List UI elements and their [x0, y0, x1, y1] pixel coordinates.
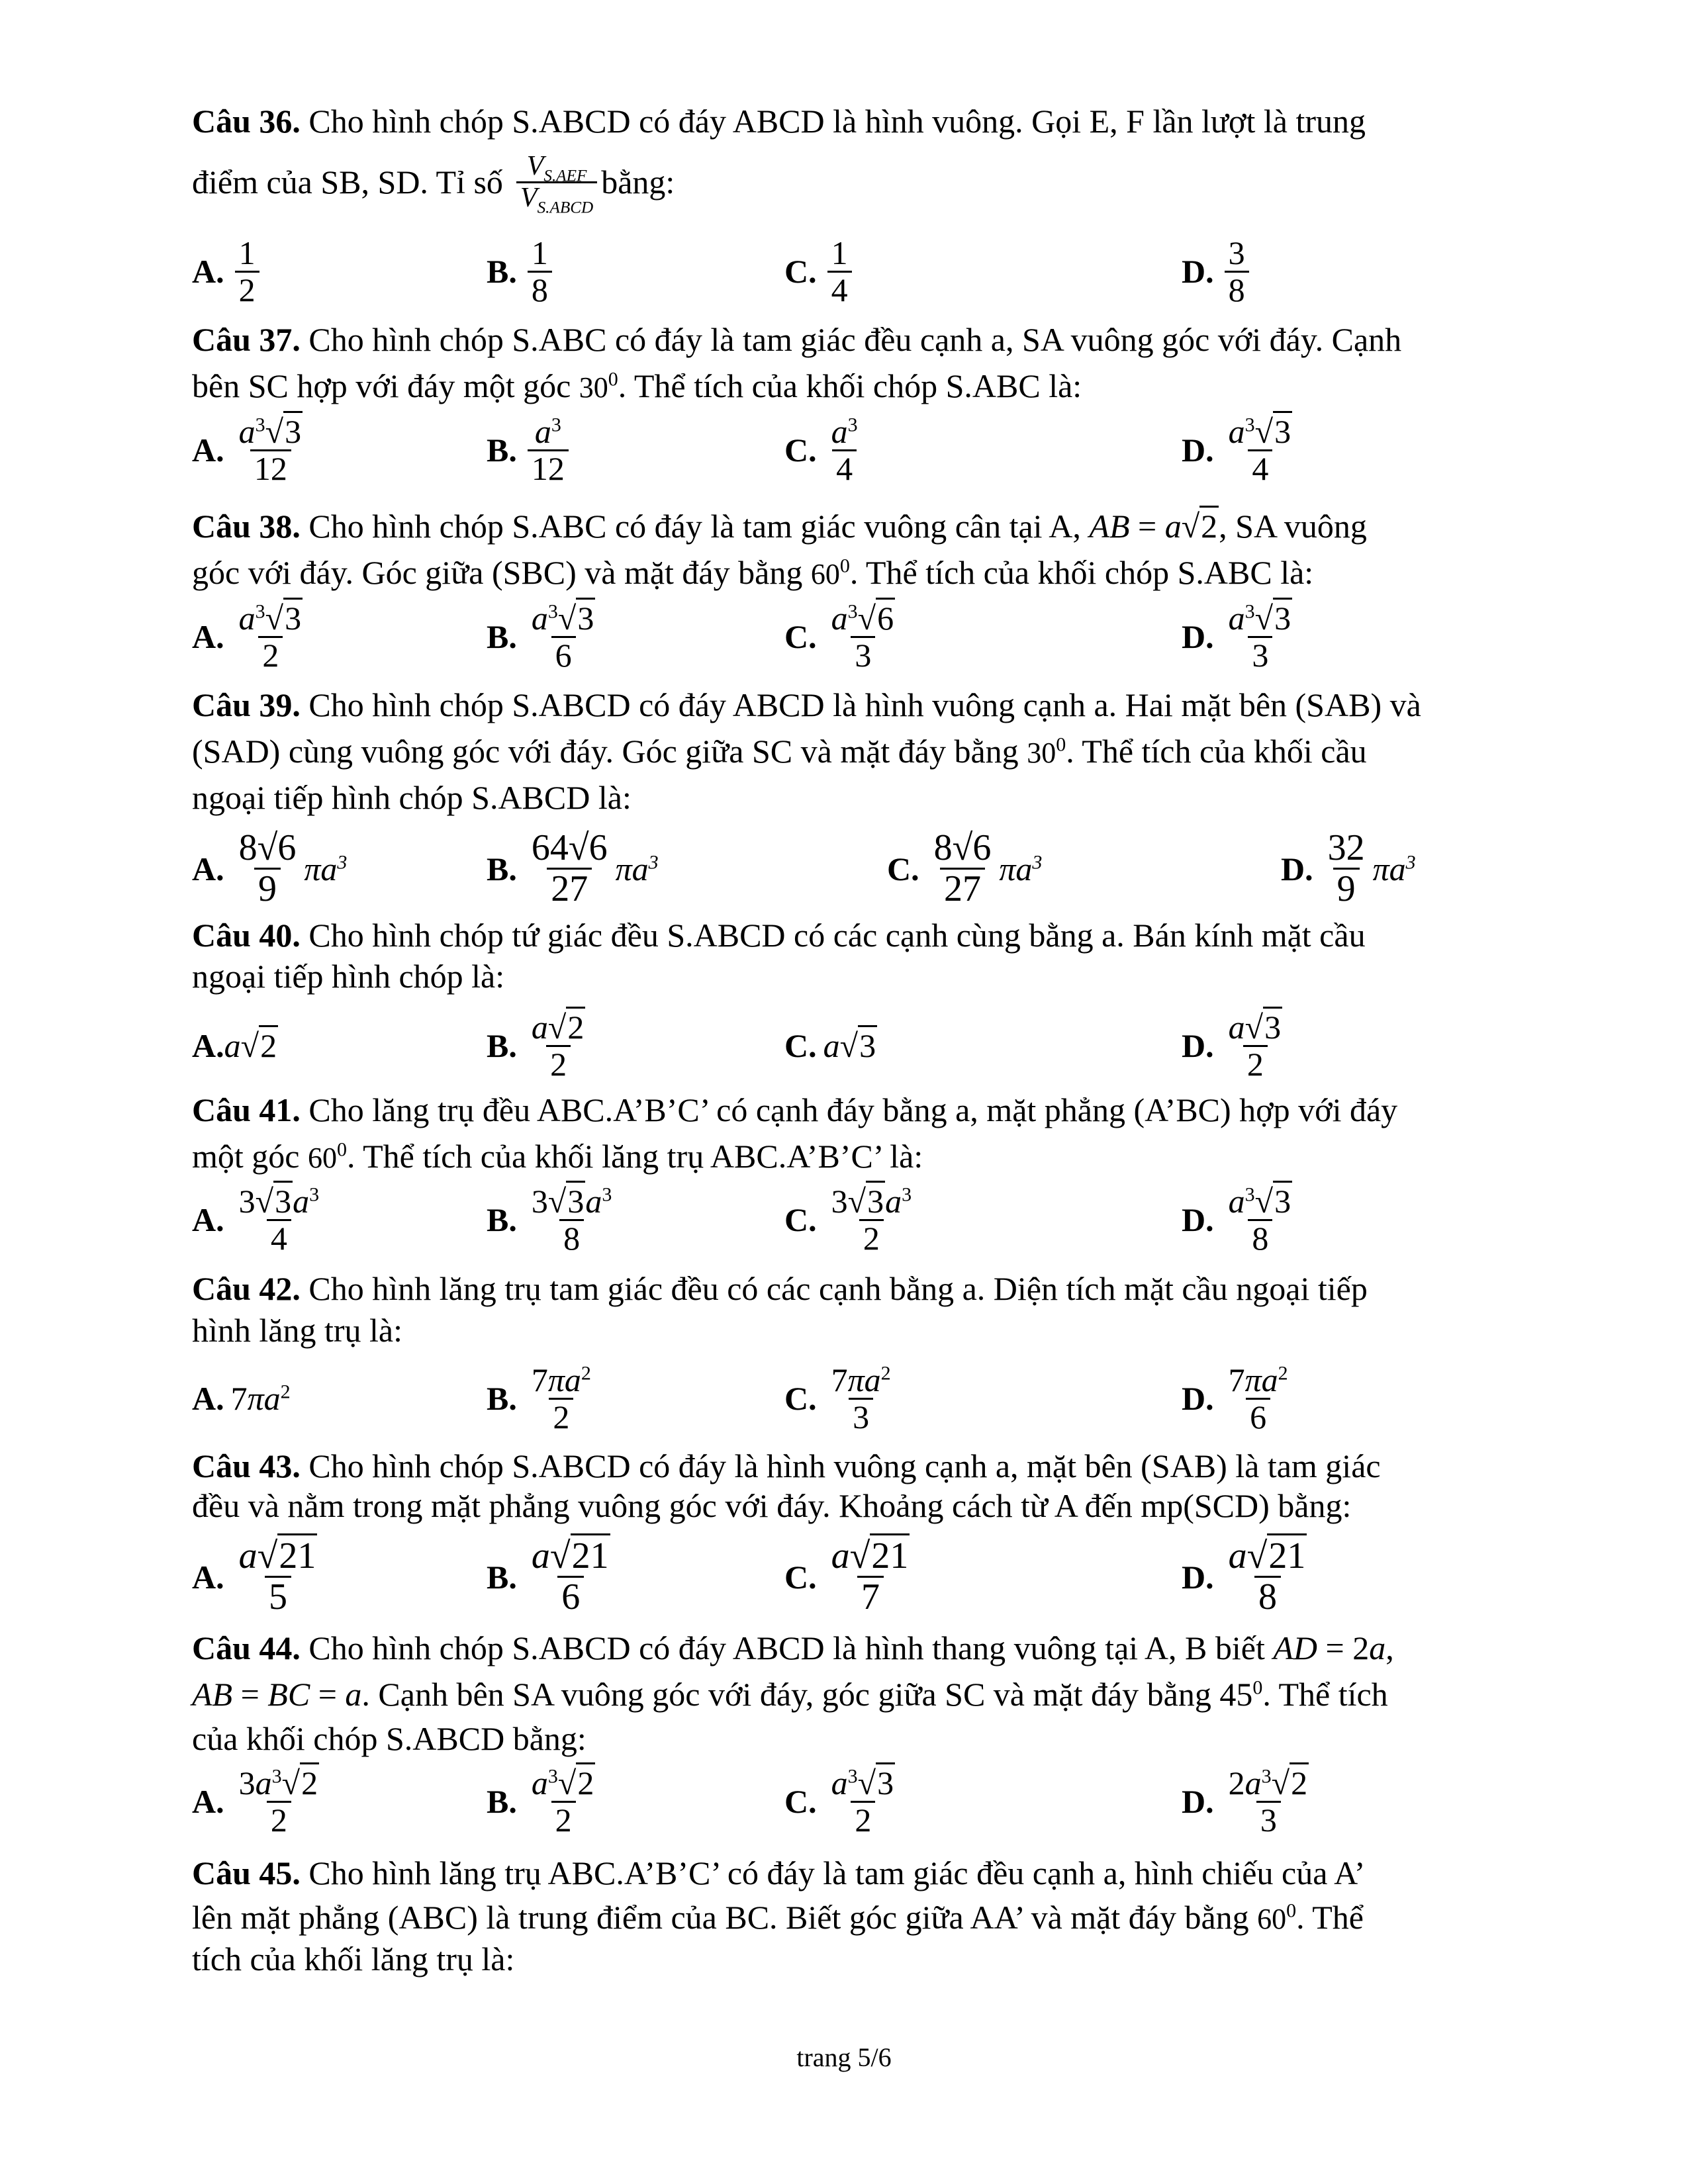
- option-d[interactable]: [1182, 234, 1253, 308]
- question-number: Câu 41.: [192, 1091, 301, 1128]
- option-denominator: 4: [827, 271, 852, 308]
- option-label: A.: [192, 618, 224, 655]
- option-denominator: 7: [857, 1576, 884, 1617]
- option-label: D.: [1182, 1380, 1214, 1417]
- option-label: D.: [1182, 618, 1214, 655]
- option-label: C.: [784, 1027, 817, 1064]
- question-41-line2: [192, 1133, 1489, 1181]
- angle-value: 30: [1027, 737, 1056, 769]
- question-41-options: [192, 1183, 1516, 1257]
- question-text: ,: [1385, 1629, 1394, 1666]
- option-label: D.: [1182, 1783, 1214, 1820]
- option-label: C.: [784, 1558, 817, 1596]
- option-a[interactable]: [192, 1764, 327, 1839]
- option-label: A.: [192, 1558, 224, 1596]
- option-label: A.: [192, 1380, 224, 1417]
- question-text: . Cạnh bên SA vuông góc với đáy, góc giữa SC và mặt đáy bằng: [361, 1676, 1211, 1713]
- question-text: ngoại tiếp hình chóp S.ABCD là:: [192, 779, 632, 816]
- degree-mark: 0: [336, 1138, 347, 1161]
- option-b[interactable]: [487, 413, 573, 487]
- option-denominator: 3: [851, 636, 875, 673]
- option-c[interactable]: [784, 1764, 903, 1839]
- question-37-options: [192, 413, 1516, 487]
- option-label: B.: [487, 1380, 517, 1417]
- question-40-options: [192, 1009, 1516, 1083]
- degree-mark: 0: [1056, 733, 1066, 756]
- question-43-line2: [192, 1482, 1523, 1529]
- question-37: [192, 316, 1489, 363]
- option-numerator: $7\pi a^2$: [831, 1361, 891, 1398]
- option-d[interactable]: [1281, 827, 1416, 909]
- question-text: , SA vuông: [1219, 508, 1367, 545]
- option-denominator: 8: [528, 271, 552, 308]
- option-c[interactable]: [784, 234, 856, 308]
- question-text: Cho hình chóp S.ABC có đáy là tam giác vuông cân tại A,: [308, 508, 1081, 545]
- option-a[interactable]: [192, 1365, 291, 1432]
- option-label: B.: [487, 1783, 517, 1820]
- question-number: Câu 40.: [192, 917, 301, 954]
- option-c[interactable]: [784, 1361, 899, 1435]
- question-42-options: [192, 1361, 1516, 1435]
- option-label: C.: [784, 432, 817, 469]
- option-denominator: 2: [235, 271, 259, 308]
- question-number: Câu 39.: [192, 686, 301, 723]
- angle-value: 60: [810, 558, 840, 590]
- option-denominator: 8: [1248, 1219, 1272, 1256]
- option-a[interactable]: [192, 827, 348, 909]
- question-text: Cho hình lăng trụ tam giác đều có các cạnh bằng a. Diện tích mặt cầu ngoại tiếp: [308, 1270, 1368, 1307]
- option-label: A.: [192, 432, 224, 469]
- option-a[interactable]: [192, 1535, 325, 1617]
- option-d[interactable]: [1182, 1183, 1300, 1257]
- ratio-denominator: V: [520, 182, 538, 213]
- option-b[interactable]: [487, 600, 603, 674]
- question-number: Câu 37.: [192, 321, 301, 358]
- option-c[interactable]: [784, 1013, 877, 1079]
- degree-mark: 0: [839, 555, 850, 577]
- option-denominator: 8: [1225, 271, 1249, 308]
- option-value: $7\pi a^2$: [230, 1380, 291, 1417]
- option-denominator: 27: [940, 868, 985, 909]
- degree-mark: 0: [608, 368, 618, 390]
- option-label: D.: [1281, 850, 1313, 887]
- option-denominator: 12: [528, 449, 569, 486]
- option-numerator: 64√6: [531, 827, 608, 869]
- pi-a-cubed: $\pi a^3$: [615, 850, 659, 887]
- option-numerator: a√2: [528, 1010, 589, 1045]
- math-ab-bc: AB: [192, 1676, 233, 1713]
- option-label: A.: [192, 253, 224, 290]
- option-denominator: 2: [551, 1801, 576, 1838]
- degree-mark: 0: [1252, 1676, 1263, 1699]
- question-text: . Thể tích của khối lăng trụ ABC.A’B’C’ là:: [346, 1138, 923, 1175]
- option-denominator: 9: [254, 868, 281, 909]
- angle-value: 60: [307, 1142, 337, 1174]
- option-numerator: $a^3√2$: [528, 1766, 599, 1801]
- option-denominator: 6: [551, 636, 576, 673]
- question-text: điểm của SB, SD. Tỉ số: [192, 163, 503, 201]
- option-label: A.: [192, 850, 224, 887]
- option-numerator: $3√3a^3$: [528, 1184, 616, 1219]
- option-d[interactable]: [1182, 1764, 1317, 1839]
- option-numerator: $3√3a^3$: [235, 1184, 323, 1219]
- question-text: góc với đáy. Góc giữa (SBC) và mặt đáy bằng: [192, 554, 803, 591]
- question-42: [192, 1265, 1489, 1312]
- option-numerator: 1: [831, 234, 848, 271]
- option-numerator: $a^3√3$: [1225, 1184, 1296, 1219]
- question-text: Cho lăng trụ đều ABC.A’B’C’ có cạnh đáy bằng a, mặt phẳng (A’BC) hợp với đáy: [308, 1091, 1398, 1128]
- option-denominator: 12: [250, 449, 291, 486]
- question-text: . Thể tích của khối chóp S.ABC là:: [618, 367, 1082, 404]
- question-number: Câu 42.: [192, 1270, 301, 1307]
- question-41: [192, 1087, 1489, 1133]
- option-b[interactable]: [487, 1764, 603, 1839]
- option-numerator: a√21: [528, 1537, 614, 1576]
- question-39-line3: [192, 774, 1489, 821]
- option-label: A.: [192, 1027, 224, 1064]
- option-numerator: $a^3√3$: [235, 601, 306, 636]
- option-label: B.: [487, 253, 517, 290]
- option-numerator: a√21: [1225, 1537, 1311, 1576]
- question-text: Cho hình chóp S.ABCD có đáy là hình vuông cạnh a, mặt bên (SAB) là tam giác: [308, 1447, 1381, 1484]
- option-a[interactable]: [192, 1183, 327, 1257]
- question-text: Cho hình chóp tứ giác đều S.ABCD có các cạnh cùng bằng a. Bán kính mặt cầu: [308, 917, 1366, 954]
- question-text: Cho hình lăng trụ ABC.A’B’C’ có đáy là tam giác đều cạnh a, hình chiếu của A’: [308, 1854, 1366, 1891]
- question-number: Câu 43.: [192, 1447, 301, 1484]
- question-36-line2: [192, 146, 1489, 218]
- question-text: Cho hình chóp S.ABC có đáy là tam giác đều cạnh a, SA vuông góc với đáy. Cạnh: [308, 321, 1402, 358]
- question-number: Câu 44.: [192, 1629, 301, 1666]
- option-denominator: 4: [267, 1219, 291, 1256]
- option-numerator: a√21: [827, 1537, 914, 1576]
- question-number: Câu 36.: [192, 103, 301, 140]
- option-b[interactable]: [487, 827, 659, 909]
- ratio-denominator-sub: S.ABCD: [537, 198, 594, 216]
- question-text: hình lăng trụ là:: [192, 1312, 402, 1349]
- option-denominator: 3: [849, 1398, 873, 1435]
- option-numerator: a√21: [235, 1537, 322, 1576]
- question-38-options: [192, 600, 1516, 674]
- question-37-line2: [192, 363, 1489, 411]
- option-label: A.: [192, 1201, 224, 1238]
- option-label: B.: [487, 850, 517, 887]
- question-text: Cho hình chóp S.ABCD có đáy ABCD là hình vuông cạnh a. Hai mặt bên (SAB) và: [308, 686, 1421, 723]
- option-a[interactable]: [192, 413, 310, 487]
- question-40-line2: [192, 953, 1489, 999]
- option-denominator: 2: [546, 1045, 571, 1082]
- option-denominator: 2: [1243, 1045, 1268, 1082]
- option-label: C.: [784, 618, 817, 655]
- question-39-line2: [192, 728, 1489, 776]
- question-text: một góc: [192, 1138, 300, 1175]
- option-label: C.: [887, 850, 919, 887]
- question-text: ngoại tiếp hình chóp là:: [192, 958, 505, 995]
- option-c[interactable]: [887, 827, 1043, 909]
- math-ab: AB: [1089, 508, 1130, 545]
- option-denominator: 6: [1246, 1398, 1270, 1435]
- option-label: C.: [784, 1783, 817, 1820]
- option-denominator: 8: [1254, 1576, 1281, 1617]
- option-d[interactable]: [1182, 1535, 1315, 1617]
- degree-mark: 0: [1286, 1899, 1297, 1922]
- option-label: D.: [1182, 1558, 1214, 1596]
- question-text: tích của khối lăng trụ là:: [192, 1940, 515, 1978]
- option-numerator: $2a^3√2$: [1225, 1766, 1313, 1801]
- question-39: [192, 682, 1489, 728]
- question-39-options: [192, 827, 1516, 909]
- option-label: B.: [487, 432, 517, 469]
- angle-value: 45: [1219, 1676, 1253, 1713]
- question-text: . Thể tích của khối cầu: [1066, 733, 1367, 770]
- option-b[interactable]: [487, 1183, 620, 1257]
- question-number: Câu 45.: [192, 1854, 301, 1891]
- option-label: C.: [784, 253, 817, 290]
- option-numerator: $a^3√3$: [827, 1766, 899, 1801]
- option-denominator: 2: [859, 1219, 884, 1256]
- question-42-line2: [192, 1307, 1489, 1353]
- option-denominator: 3: [1256, 1801, 1281, 1838]
- option-denominator: 27: [547, 868, 592, 909]
- option-label: B.: [487, 618, 517, 655]
- option-numerator: $a^3$: [534, 413, 561, 450]
- question-text: Cho hình chóp S.ABCD có đáy ABCD là hình thang vuông tại A, B biết: [308, 1629, 1265, 1666]
- option-numerator: $a^3√3$: [235, 414, 306, 449]
- option-numerator: $a^3√3$: [528, 601, 599, 636]
- math-ad: AD: [1273, 1629, 1317, 1666]
- question-38-line2: [192, 549, 1489, 598]
- option-denominator: 9: [1333, 868, 1360, 909]
- ratio-numerator-sub: S.AEF: [543, 167, 587, 185]
- option-numerator: $a^3√3$: [1225, 414, 1296, 449]
- option-denominator: 2: [851, 1801, 875, 1838]
- question-text: . Thể: [1296, 1899, 1364, 1936]
- question-text: của khối chóp S.ABCD bằng:: [192, 1720, 586, 1757]
- question-text: bên SC hợp với đáy một góc: [192, 367, 571, 404]
- question-number: Câu 38.: [192, 508, 301, 545]
- option-label: D.: [1182, 1027, 1214, 1064]
- question-38: Câu 38. Cho hình chóp S.ABC có đáy là tam giác vuông cân tại A, AB = a√2, SA vuông: [192, 503, 1489, 549]
- question-text: (SAD) cùng vuông góc với đáy. Góc giữa SC và mặt đáy bằng: [192, 733, 1019, 770]
- option-denominator: 5: [265, 1576, 291, 1617]
- option-numerator: $a^3√3$: [1225, 601, 1296, 636]
- question-text: đều và nằm trong mặt phẳng vuông góc với đáy. Khoảng cách từ A đến mp(SCD) bằng:: [192, 1487, 1352, 1524]
- option-numerator: a√3: [1225, 1010, 1286, 1045]
- option-numerator: 1: [238, 234, 256, 271]
- option-denominator: 2: [267, 1801, 291, 1838]
- option-a[interactable]: [192, 234, 263, 308]
- option-numerator: 3: [1228, 234, 1245, 271]
- question-45-line3: [192, 1936, 1489, 1982]
- option-numerator: $3√3a^3$: [827, 1184, 915, 1219]
- question-44-line2: AB = BC = a. Cạnh bên SA vuông góc với đáy, góc giữa SC và mặt đáy bằng $45^0$. Thể tích: [192, 1676, 1388, 1713]
- option-numerator: $3a^3√2$: [235, 1766, 323, 1801]
- question-36-options: [192, 234, 1516, 308]
- option-c[interactable]: [784, 1183, 919, 1257]
- option-label: B.: [487, 1027, 517, 1064]
- question-text: lên mặt phẳng (ABC) là trung điểm của BC. Biết góc giữa AA’ và mặt đáy bằng: [192, 1899, 1249, 1936]
- option-denominator: 4: [1248, 449, 1272, 486]
- option-denominator: 4: [832, 449, 857, 486]
- option-denominator: 2: [549, 1398, 573, 1435]
- pi-a-cubed: $\pi a^3$: [999, 850, 1043, 887]
- option-a[interactable]: [192, 600, 310, 674]
- option-denominator: 3: [1248, 636, 1272, 673]
- option-c[interactable]: [784, 1535, 917, 1617]
- option-label: C.: [784, 1380, 817, 1417]
- question-44-line3: [192, 1715, 1489, 1762]
- angle-value: 30: [579, 371, 608, 404]
- option-b[interactable]: [487, 1361, 599, 1435]
- question-40: [192, 912, 1489, 958]
- option-numerator: $a^3$: [831, 413, 858, 450]
- question-36: [192, 98, 1489, 144]
- option-numerator: $7\pi a^2$: [531, 1361, 591, 1398]
- option-value: a√3: [823, 1026, 877, 1065]
- volume-ratio: [516, 151, 597, 216]
- option-d[interactable]: [1182, 1361, 1296, 1435]
- question-44: Câu 44. Cho hình chóp S.ABCD có đáy ABCD là hình thang vuông tại A, B biết AD = 2a,: [192, 1629, 1394, 1666]
- option-b[interactable]: [487, 1535, 618, 1617]
- option-numerator: 32: [1327, 827, 1365, 869]
- option-c[interactable]: [784, 413, 866, 487]
- option-b[interactable]: [487, 1009, 593, 1083]
- option-a[interactable]: [192, 1013, 278, 1079]
- option-numerator: 8√6: [933, 827, 992, 869]
- option-label: D.: [1182, 253, 1214, 290]
- question-text: Cho hình chóp S.ABCD có đáy ABCD là hình vuông. Gọi E, F lần lượt là trung: [308, 103, 1366, 140]
- option-value: a√2: [224, 1026, 278, 1065]
- option-denominator: 6: [557, 1576, 584, 1617]
- option-d[interactable]: [1182, 600, 1300, 674]
- option-b[interactable]: [487, 234, 556, 308]
- question-44-options: [192, 1764, 1516, 1839]
- option-numerator: $7\pi a^2$: [1228, 1361, 1288, 1398]
- pi-a-cubed: $\pi a^3$: [1372, 850, 1416, 887]
- option-label: D.: [1182, 1201, 1214, 1238]
- ratio-numerator: V: [526, 151, 544, 182]
- option-denominator: 2: [258, 636, 283, 673]
- option-numerator: 8√6: [238, 827, 297, 869]
- question-45: [192, 1850, 1489, 1896]
- angle-value: 60: [1257, 1903, 1287, 1935]
- question-text: . Thể tích của khối chóp S.ABC là:: [849, 554, 1314, 591]
- option-label: B.: [487, 1201, 517, 1238]
- page-footer: trang 5/6: [796, 2042, 892, 2072]
- option-label: C.: [784, 1201, 817, 1238]
- option-label: B.: [487, 1558, 517, 1596]
- option-numerator: $a^3√6$: [827, 601, 899, 636]
- question-43-options: [192, 1535, 1516, 1617]
- pi-a-cubed: $\pi a^3$: [304, 850, 348, 887]
- option-d[interactable]: [1182, 1009, 1290, 1083]
- option-label: D.: [1182, 432, 1214, 469]
- option-numerator: 1: [531, 234, 548, 271]
- question-text: . Thể tích: [1262, 1676, 1388, 1713]
- option-label: A.: [192, 1783, 224, 1820]
- question-text: bằng:: [601, 163, 675, 201]
- option-denominator: 8: [559, 1219, 584, 1256]
- option-c[interactable]: [784, 600, 903, 674]
- option-d[interactable]: [1182, 413, 1300, 487]
